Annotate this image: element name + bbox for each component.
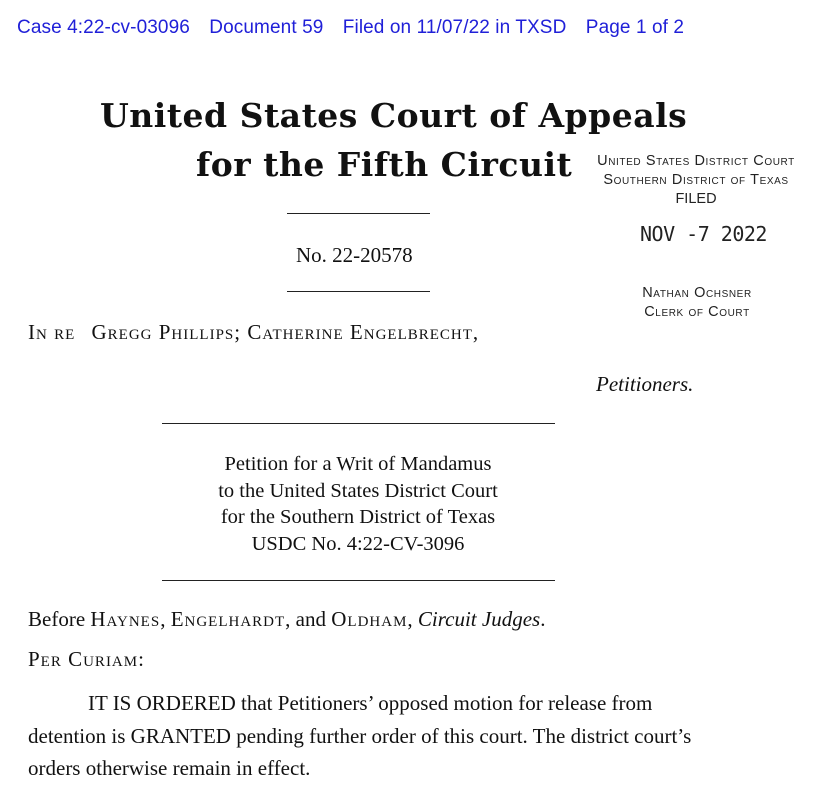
divider-rule	[287, 291, 430, 292]
court-subtitle: for the Fifth Circuit	[196, 145, 573, 184]
party-names: Gregg Phillips; Catherine Engelbrecht,	[91, 320, 480, 344]
panel-line	[28, 607, 545, 632]
case-caption	[28, 320, 479, 345]
divider-rule	[162, 423, 555, 424]
stamp-line-filed: FILED	[675, 191, 717, 207]
stamp-line-court: United States District Court	[597, 153, 795, 169]
stamp-line-district: Southern District of Texas	[603, 172, 789, 188]
in-re-label: In re	[28, 320, 76, 344]
panel-separator: ,	[160, 607, 166, 631]
petition-line: to the United States District Court	[218, 479, 498, 502]
petition-line: USDC No. 4:22-CV-3096	[251, 532, 465, 555]
per-curiam-label: Per Curiam:	[28, 647, 145, 671]
divider-rule	[287, 213, 430, 214]
petition-description	[160, 451, 556, 557]
court-title: United States Court of Appeals	[100, 96, 688, 135]
before-label: Before	[28, 607, 86, 631]
petition-line: for the Southern District of Texas	[220, 506, 496, 528]
stamp-date: NOV -7 2022	[640, 222, 767, 246]
divider-rule	[162, 580, 555, 581]
panel-separator: , and	[285, 607, 326, 631]
clerk-title: Clerk of Court	[644, 304, 750, 320]
judges-title: Circuit Judges	[417, 607, 541, 631]
clerk-block	[612, 284, 782, 322]
judge-name: Oldham	[331, 607, 408, 631]
case-number: Case 4:22-cv-03096	[17, 17, 190, 38]
docket-number: No. 22-20578	[296, 243, 413, 267]
page-count: Page 1 of 2	[585, 17, 685, 38]
document-number: Document 59	[209, 17, 324, 38]
clerk-name: Nathan Ochsner	[642, 285, 752, 301]
panel-end: .	[540, 607, 546, 631]
ecf-header-stamp	[17, 17, 698, 39]
judge-name: Engelhardt	[170, 607, 286, 631]
order-paragraph: IT IS ORDERED that Petitioners’ opposed motion for release from detention is GRANTED pending further order of this court. The district court’s orders otherwise remain in effect.	[28, 691, 692, 780]
party-role: Petitioners.	[596, 372, 694, 396]
petition-line: Petition for a Writ of Mandamus	[224, 453, 492, 475]
panel-separator: ,	[407, 607, 413, 631]
filed-date: Filed on 11/07/22 in TXSD	[342, 17, 567, 38]
judge-name: Haynes	[90, 607, 161, 631]
district-court-filed-stamp	[568, 152, 824, 209]
